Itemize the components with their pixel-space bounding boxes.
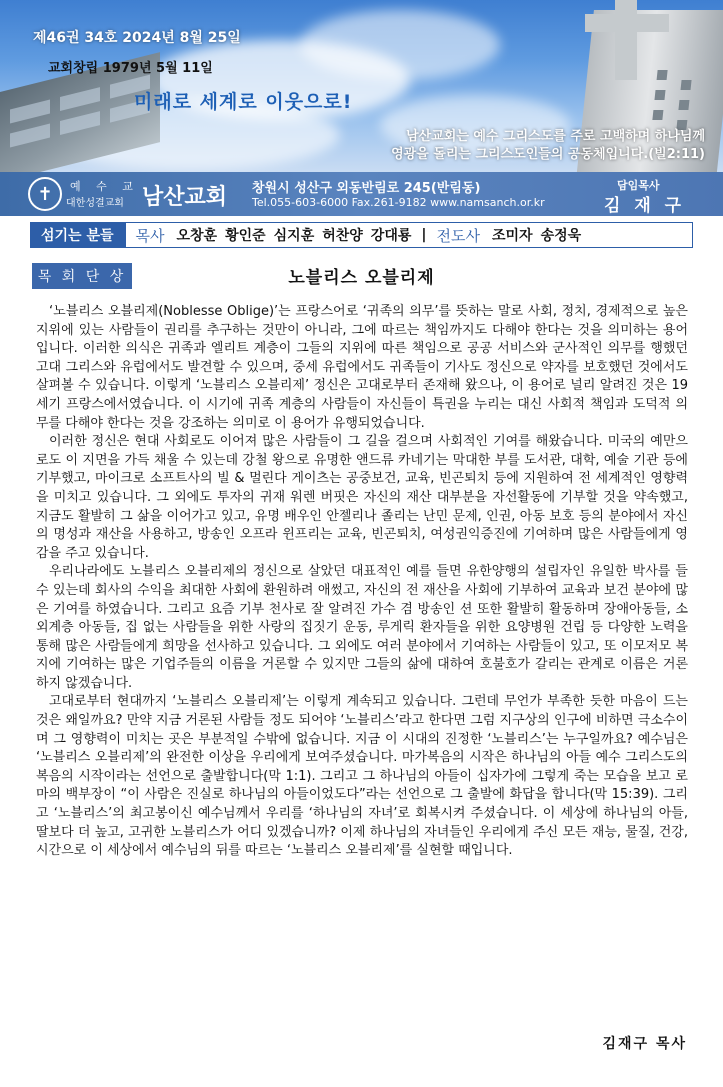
denomination-line: 예 수 교	[70, 180, 139, 193]
cross-icon	[585, 14, 669, 32]
article-paragraph: 고대로부터 현대까지 ‘노블리스 오블리제’는 이렇게 계속되고 있습니다. 그런데 무언가 부족한 듯한 마음이 드는 것은 왜일까요? 만약 지금 거론된 사람들 정도 되어야 ‘노블리스’라고 한다면 그럼 지구상의 인구에 비하면 극소수이며 그 영향력이 미치는 곳은 부분적일 수밖에 없습니다. 지금 이 시대의 진정한 ‘노블리스’는 누구일까요? 예수님은 ‘노블리스 오블리제’의 완전한 이상을 우리에게 보여주셨습니다. 마가복음의 시작은 하나님의 아들 예수 그리스도의 복음의 시작이라는 선언으로 출발합니다(막 1:1). 그리고 그 하나님의 아들이 십자가에 그렇게 죽는 모습을 보고 로마의 백부장이 “이 사람은 진실로 하나님의 아들이었도다”라는 선언으로 그 출발에 화답을 합니다(막 15:39). 그리고 ‘노블리스’의 최고봉이신 예수님께서 우리를 ‘하나님의 자녀’로 회복시켜 주셨습니다. 이 세상에 하나님의 아들, 딸보다 더 높고, 고귀한 노블리스가 어디 있겠습니까? 이제 하나님의 자녀들인 우리에게 주신 모든 재능, 물질, 건강, 시간으로 이 세상에서 예수님의 뒤를 따르는 ‘노블리스 오블리제’를 실현할 때입니다.	[36, 694, 688, 859]
church-address: 창원시 성산구 외동반림로 245(반림동)	[252, 181, 481, 196]
pastor-name-item: 강대룡	[370, 228, 412, 244]
pastor-name: 김 재 구	[604, 196, 686, 216]
church-motto	[360, 128, 705, 164]
pastor-role-label: 목사	[135, 226, 165, 245]
motto-line: 남산교회는 예수 그리스도를 주로 고백하며 하나님께	[406, 129, 705, 144]
founded-date: 교회창립 1979년 5월 11일	[48, 61, 213, 76]
cross-icon	[615, 0, 637, 80]
church-info-bar	[0, 172, 723, 216]
column-label: 목 회 단 상	[32, 263, 132, 289]
pastor-name-item: 심지훈	[273, 228, 315, 244]
evangelist-name-item: 조미자	[491, 228, 533, 244]
article-paragraph: 우리나라에도 노블리스 오블리제의 정신으로 살았던 대표적인 예를 들면 유한양행의 설립자인 유일한 박사를 들 수 있는데 회사의 수익을 최대한 사회에 환원하려 애썼고, 자신의 전 재산을 사회에 기부하여 교육과 보건 분야에 많은 기여를 하였습니다. 그리고 요즘 기부 천사로 잘 알려진 가수 겸 방송인 션 또한 활발히 활동하며 장애아동들, 소외계층 아동들, 집 없는 사람들을 위한 사랑의 집짓기 운동, 루게릭 환자들을 위한 요양병원 건립 등 다양한 노력을 통해 많은 사람들에게 희망을 선사하고 있습니다. 그 외에도 여러 분야에서 기여하는 사람들이 있고, 또 이모저모 복지에 기여하는 많은 기업주들의 이름을 거론할 수 있지만 그들의 삶에 대하여 호불호가 갈리는 관계로 이름은 거론하지 않겠습니다.	[36, 564, 688, 691]
pastor-name-item: 황인준	[225, 228, 266, 244]
article-title: 노블리스 오블리제	[288, 268, 435, 288]
issue-info: 제46권 34호 2024년 8월 25일	[33, 30, 241, 46]
cloud-decoration	[300, 10, 500, 80]
role-separator: |	[421, 227, 427, 243]
pastor-name-item: 허찬양	[322, 228, 363, 244]
header-banner	[0, 0, 723, 172]
church-name: 남산교회	[142, 184, 228, 210]
author-signature: 김재구 목사	[602, 1036, 687, 1052]
denomination-line: 대한성결교회	[66, 198, 124, 209]
motto-line: 영광을 돌리는 그리스도인들의 공동체입니다.(빌2:11)	[391, 147, 705, 162]
servants-label: 섬기는 분들	[31, 223, 126, 247]
evangelist-role-label: 전도사	[436, 226, 480, 245]
church-logo-icon: ✝	[28, 177, 62, 211]
article-paragraph: 이러한 정신은 현대 사회로도 이어져 많은 사람들이 그 길을 걸으며 사회적인 기여를 해왔습니다. 미국의 예만으로도 이 지면을 가득 채울 수 있는데 강철 왕으로 유명한 앤드류 카네기는 막대한 부를 도서관, 대학, 예술 기관 등에 기부했고, 마이크로 소프트사의 빌 & 멀린다 게이츠는 공중보건, 교육, 빈곤퇴치 등에 지원하여 전 세계적인 영향력을 미치고 있습니다. 그 외에도 투자의 귀재 워렌 버핏은 자신의 재산 대부분을 자선활동에 기부할 것을 약속했고, 지금도 활발히 그 삶을 이어가고 있고, 유명 배우인 안젤리나 졸리는 난민 문제, 인권, 아동 보호 등의 분야에서 자신의 명성과 재산을 사용하고, 방송인 오프라 윈프리는 교육, 빈곤퇴치, 여성권익증진에 기여하며 많은 사람들에게 영감을 주고 있습니다.	[36, 434, 688, 561]
pastor-name-item: 오창훈	[176, 228, 218, 244]
servants-row	[30, 222, 693, 248]
church-contact: Tel.055-603-6000 Fax.261-9182 www.namsanch.or.kr	[252, 196, 545, 209]
evangelist-name-item: 송정욱	[540, 228, 582, 244]
pastor-title: 담임목사	[617, 179, 660, 192]
article-body	[36, 303, 688, 861]
slogan: 미래로 세계로 이웃으로!	[134, 91, 353, 113]
article-paragraph: ‘노블리스 오블리제(Noblesse Oblige)’는 프랑스어로 ‘귀족의 의무’를 뜻하는 말로 사회, 정치, 경제적으로 높은 지위에 있는 사람들이 권리를 추구하는 것만이 아니라, 그에 따르는 책임까지도 다해야 한다는 것을 의미하는 용어입니다. 이러한 의식은 귀족과 엘리트 계층이 그들의 지위에 따른 책임으로 공공 서비스와 군사적인 의무를 행했던 고대 그리스와 유럽에서도 발견할 수 있으며, 중세 유럽에서도 귀족들이 기사도 정신으로 약자를 보호했던 것에서도 살펴볼 수 있습니다. 이렇게 ‘노블리스 오블리제’ 정신은 고대로부터 존재해 왔으나, 이 용어로 널리 알려진 것은 19세기 프랑스에서였습니다. 이 시기에 귀족 계층의 사람들이 자신들이 특권을 누리는 대신 사회적 책임과 도덕적 의무를 다해야 한다는 것을 강조하는 의미로 이 용어가 유행되었습니다.	[36, 304, 688, 431]
